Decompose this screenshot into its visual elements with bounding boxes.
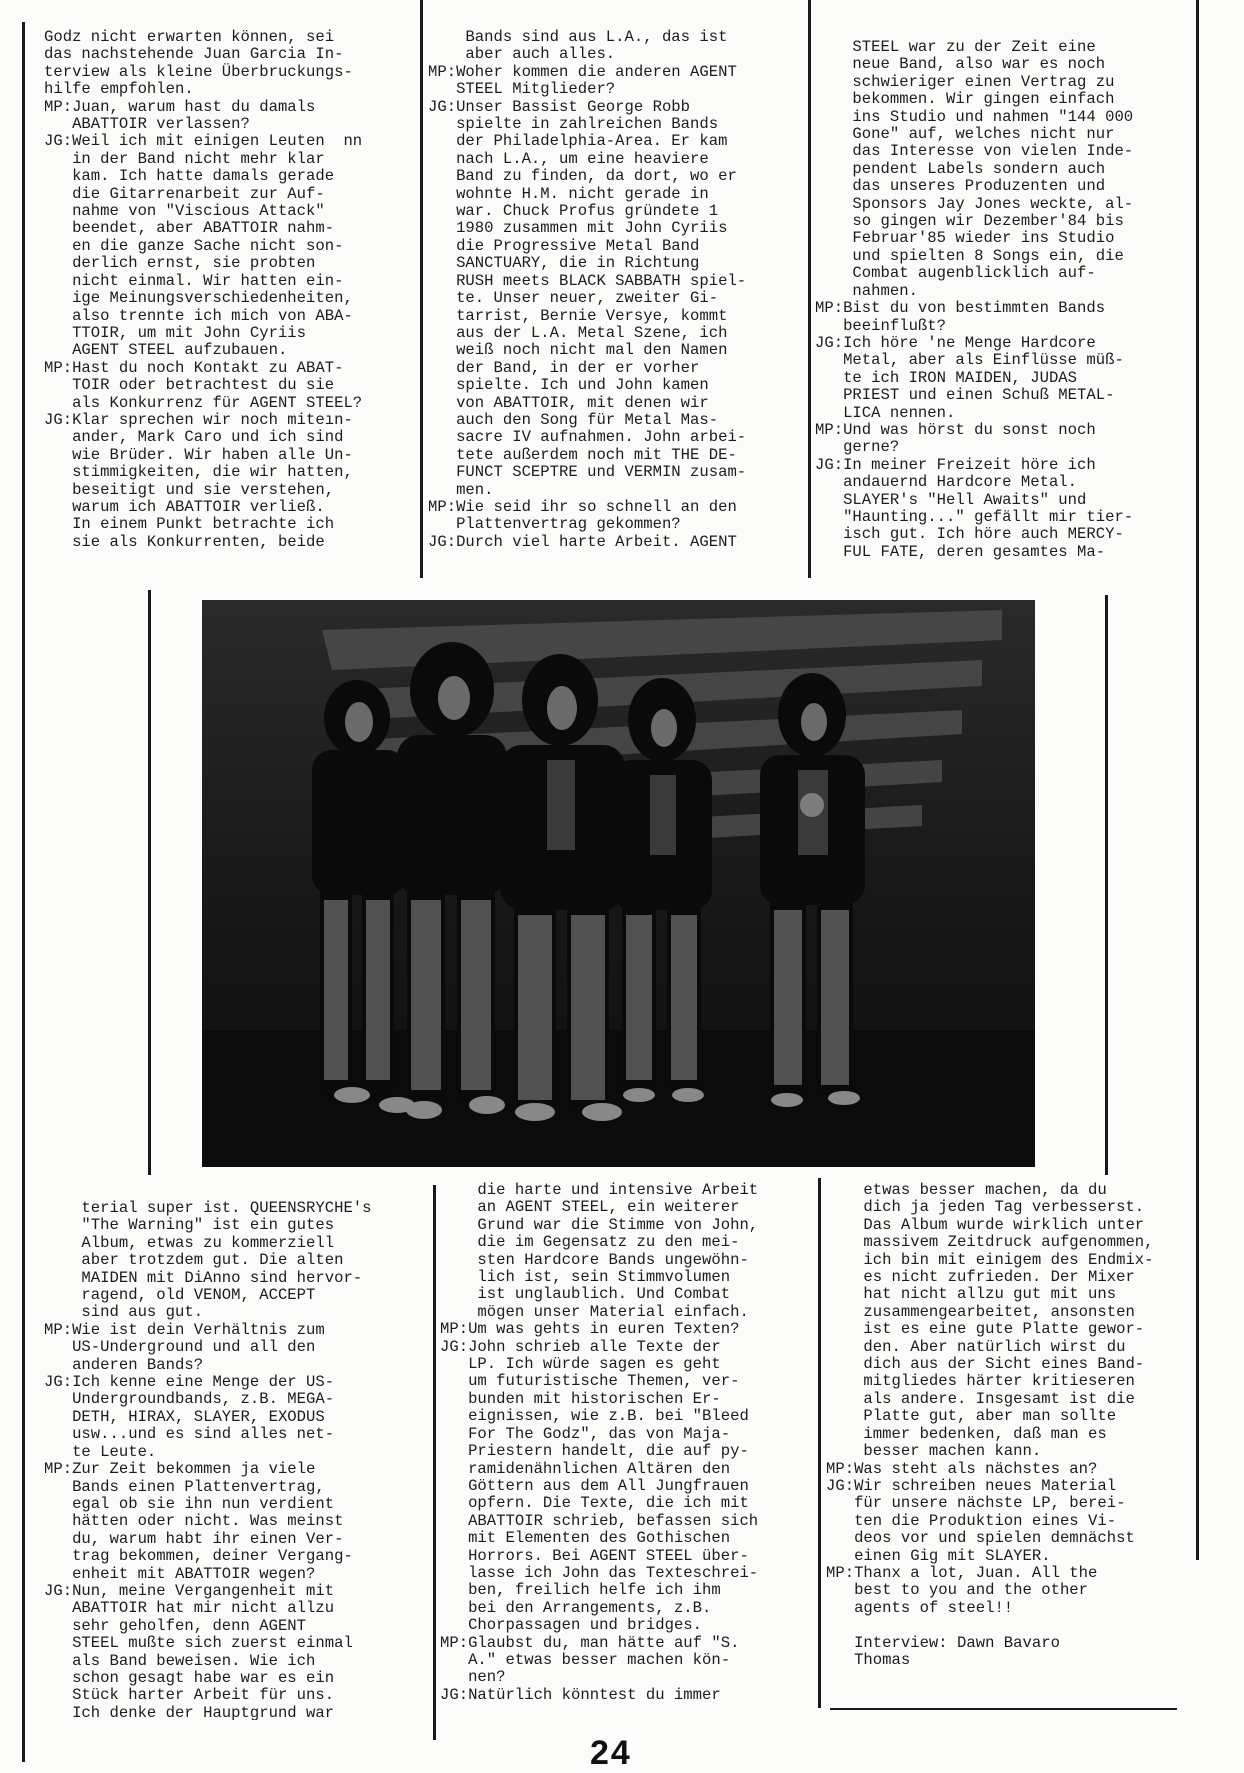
frame-right-rule: [1196, 0, 1199, 1560]
photo-side-rule-left: [148, 590, 151, 1175]
page-number: 24: [590, 1734, 632, 1772]
article-column-2-bottom: die harte und intensive Arbeit an AGENT STEEL, ein weiterer Grund war die Stimme von John, die im Gegensatz zu den mei- sten Hardcore Bands ungewöhn- lich ist, sein Stimmvolumen ist unglaublich. Und Combat mögen unser Material einfach. MP:Um was gehts in euren Texten? JG:John schrieb alle Texte der LP. Ich würde sagen es geht um futuristische Themen, ver- bunden mit historischen Er- eignissen, wie z.B. bei "Bleed For The Godz", das von Maja- Priestern handelt, die auf py- ramidenähnlichen Altären den Göttern aus dem All Jungfrauen opfern. Die Texte, die ich mit ABATTOIR schrieb, befassen sich mit Elementen des Gothischen Horrors. Bei AGENT STEEL über- lasse ich John das Texteschrei- ben, freilich helfe ich ihm bei den Arrangements, z.B. Chorpassagen und bridges. MP:Glaubst du, man hätte auf "S. A." etwas besser machen kön- nen? JG:Natürlich könntest du immer: [440, 1182, 759, 1704]
frame-left-rule: [22, 22, 25, 1762]
article-column-2-top: Bands sind aus L.A., das ist aber auch alles. MP:Woher kommen die anderen AGENT STEEL Mitglieder? JG:Unser Bassist George Robb spielte in zahlreichen Bands der Philadelphia-Area. Er kam nach L.A., um eine heaviere Band zu finden, da dort, wo er wohnte H.M. nicht gerade in war. Chuck Profus gründete 1 1980 zusammen mit John Cyriis die Progressive Metal Band SANCTUARY, die in Richtung RUSH meets BLACK SABBATH spiel- te. Unser neuer, zweiter Gi- tarrist, Bernie Versye, kommt aus der L.A. Metal Szene, ich weiß noch nicht mal den Namen der Band, in der er vorher spielte. Ich und John kamen von ABATTOIR, mit denen wir auch den Song für Metal Mas- sacre IV aufnahmen. John arbei- tete außerdem noch mit THE DE- FUNCT SCEPTRE und VERMIN zusam- men. MP:Wie seid ihr so schnell an den Plattenvertrag gekommen? JG:Durch viel harte Arbeit. AGENT: [428, 29, 747, 551]
band-photo: [202, 600, 1035, 1167]
article-column-1-top: Godz nicht erwarten können, sei das nachstehende Juan Garcia In- terview als kleine Überbruckungs- hilfe empfohlen. MP:Juan, warum hast du damals ABATTOIR verlassen? JG:Weil ich mit einigen Leuten nn in der Band nicht mehr klar kam. Ich hatte damals gerade die Gitarrenarbeit zur Auf- nahme von "Viscious Attack" beendet, aber ABATTOIR nahm- en die ganze Sache nicht son- derlich ernst, sie probten nicht einmal. Wir hatten ein- ige Meinungsverschiedenheiten, also trennte ich mich von ABA- TTOIR, um mit John Cyriis AGENT STEEL aufzubauen. MP:Hast du noch Kontakt zu ABAT- TOIR oder betrachtest du sie als Konkurrenz für AGENT STEEL? JG:Klar sprechen wir noch miteın- ander, Mark Caro und ich sind wie Brüder. Wir haben alle Un- stimmigkeiten, die wir hatten, beseitigt und sie verstehen, warum ich ABATTOIR verließ. In einem Punkt betrachte ich sie als Konkurrenten, beide: [44, 29, 363, 551]
band-photo-illustration: [202, 600, 1035, 1167]
column-divider-top-right: [808, 0, 811, 578]
article-column-1-bottom: terial super ist. QUEENSRYCHE's "The Warning" ist ein gutes Album, etwas zu kommerziell aber trotzdem gut. Die alten MAIDEN mit DiAnno sind hervor- ragend, old VENOM, ACCEPT sind aus gut. MP:Wie ist dein Verhältnis zum US-Underground und all den anderen Bands? JG:Ich kenne eine Menge der US- Undergroundbands, z.B. MEGA- DETH, HIRAX, SLAYER, EXODUS usw...und es sind alles net- te Leute. MP:Zur Zeit bekommen ja viele Bands einen Plattenvertrag, egal ob sie ihn nun verdient hätten oder nicht. Was meinst du, warum habt ihr einen Ver- trag bekommen, deiner Vergang- enheit mit ABATTOIR wegen? JG:Nun, meine Vergangenheit mit ABATTOIR hat mir nicht allzu sehr geholfen, denn AGENT STEEL mußte sich zuerst einmal als Band beweisen. Wie ich schon gesagt habe war es ein Stück harter Arbeit für uns. Ich denke der Hauptgrund war: [44, 1200, 372, 1720]
article-column-3-top: STEEL war zu der Zeit eine neue Band, also war es noch schwieriger einen Vertrag zu bekommen. Wir gingen einfach ins Studio und nahmen "144 000 Gone" auf, welches nicht nur das Interesse von vielen Inde- pendent Labels sondern auch das unseres Produzenten und Sponsors Jay Jones weckte, al- so gingen wir Dezember'84 bis Februar'85 wieder ins Studio und spielten 8 Songs ein, die Combat augenblicklich auf- nahmen. MP:Bist du von bestimmten Bands beeinflußt? JG:Ich höre 'ne Menge Hardcore Metal, aber als Einflüsse müß- te ich IRON MAIDEN, JUDAS PRIEST und einen Schuß METAL- LICA nennen. MP:Und was hörst du sonst noch gerne? JG:In meiner Freizeit höre ich andauernd Hardcore Metal. SLAYER's "Hell Awaits" und "Haunting..." gefällt mir tier- isch gut. Ich höre auch MERCY- FUL FATE, deren gesamtes Ma-: [815, 39, 1134, 561]
column-divider-bottom-left: [433, 1185, 436, 1740]
column-divider-bottom-right: [818, 1178, 821, 1708]
closing-rule: [830, 1708, 1177, 1710]
article-column-3-bottom: etwas besser machen, da du dich ja jeden Tag verbesserst. Das Album wurde wirklich unter massivem Zeitdruck aufgenommen, ich bin mit einigem des Endmix- es nicht zufrieden. Der Mixer hat nicht allzu gut mit uns zusammengearbeitet, ansonsten ist es eine gute Platte gewor- den. Aber natürlich wirst du dich aus der Sicht eines Band- mitgliedes härter kritieseren als andere. Insgesamt ist die Platte gut, aber man sollte immer bedenken, daß man es besser machen kann. MP:Was steht als nächstes an? JG:Wir schreiben neues Material für unsere nächste LP, berei- ten die Produktion eines Vi- deos vor und spielen demnächst einen Gig mit SLAYER. MP:Thanx a lot, Juan. All the best to you and the other agents of steel!! Interview: Dawn Bavaro Thomas: [826, 1182, 1154, 1669]
photo-side-rule-right: [1105, 595, 1108, 1175]
column-divider-top-left: [420, 0, 423, 578]
